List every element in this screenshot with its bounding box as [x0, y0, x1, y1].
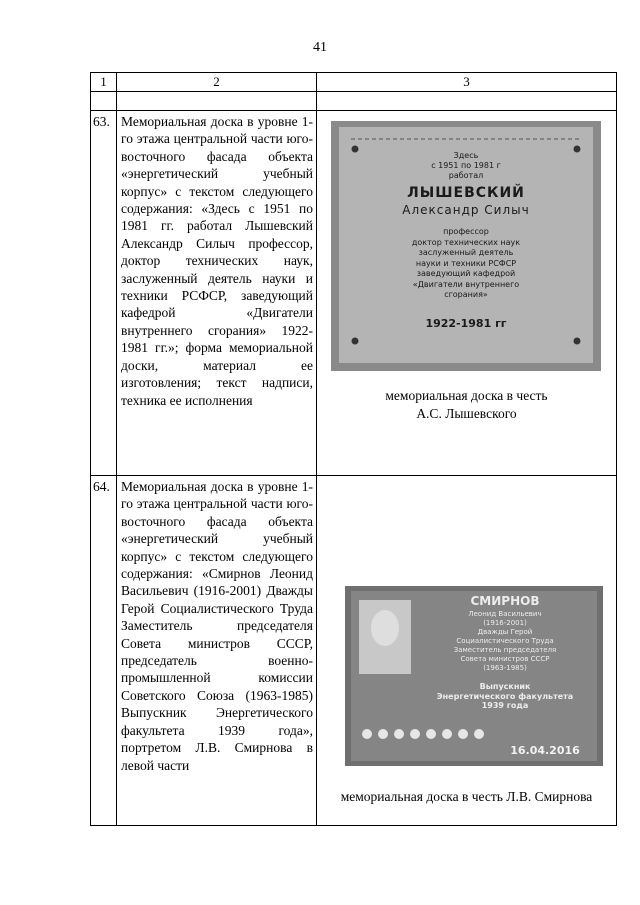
plaque-footer: Энергетического факультета [436, 691, 574, 701]
plaque-photo-lyshevsky [331, 121, 601, 371]
plaque-line: заслуженный деятель [418, 248, 514, 257]
plaque-surname: СМИРНОВ [470, 594, 540, 608]
row-image-cell [317, 111, 617, 476]
plaque-line: Здесь [453, 151, 479, 160]
table-header-row [91, 73, 617, 92]
header-col-3: 3 [317, 73, 617, 92]
plaque-line: (1963-1985) [483, 664, 527, 672]
plaque-line: Социалистического Труда [456, 637, 554, 645]
plaque-line: профессор [443, 227, 489, 236]
plaque-line: работал [448, 171, 484, 180]
plaque-date: 16.04.2016 [510, 744, 580, 757]
plaque-line: Заместитель председателя [453, 646, 557, 654]
table-row [91, 476, 617, 826]
row-image-cell [317, 476, 617, 826]
header-col-2: 2 [117, 73, 317, 92]
plaque-line: «Двигатели внутреннего [412, 279, 520, 289]
plaque-surname: ЛЫШЕВСКИЙ [407, 185, 525, 201]
row-description: Мемориальная доска в уровне 1-го этажа центральной части юго-восточного фасада объекта «энергетический учебный корпус» с текстом следующего содержания: «Смирнов Леонид Васильевич (1916-2001) Дважды Герой Социалистического Труда Заместитель председателя Совета министров СССР, председатель военно-промышленной комиссии Советского Союза (1963-1985) Выпускник Энергетического факультета 1939 года», портретом Л.В. Смирнова в левой части [117, 476, 317, 826]
registry-table [90, 72, 617, 826]
header-col-1: 1 [91, 73, 117, 92]
plaque-footer: 1939 года [481, 701, 529, 710]
plaque-line: Леонид Васильевич [468, 610, 542, 618]
plaque-footer: Выпускник [479, 682, 531, 691]
plaque-line: сгорания» [444, 290, 488, 299]
table-row [91, 111, 617, 476]
page-number: 41 [313, 40, 327, 55]
row-number: 64. [91, 476, 117, 826]
plaque-line: с 1951 по 1981 г [431, 161, 501, 170]
image-caption: мемориальная доска в честь [385, 388, 548, 403]
plaque-line: (1916-2001) [483, 619, 527, 627]
plaque-line: науки и техники РСФСР [415, 258, 517, 268]
plaque-line: Дважды Герой [477, 628, 533, 636]
image-caption: мемориальная доска в честь Л.В. Смирнова [340, 789, 593, 804]
table-blank-row [91, 92, 617, 111]
plaque-line: заведующий кафедрой [416, 269, 516, 278]
image-caption: А.С. Лышевского [416, 406, 517, 421]
plaque-years: 1922-1981 гг [425, 317, 507, 330]
plaque-photo-smirnov [345, 586, 603, 766]
plaque-line: Совета министров СССР [460, 655, 550, 663]
plaque-name: Александр Силыч [402, 203, 530, 217]
plaque-line: доктор технических наук [411, 237, 521, 247]
row-number: 63. [91, 111, 117, 476]
row-description: Мемориальная доска в уровне 1-го этажа центральной части юго-восточного фасада объекта «энергетический учебный корпус» с текстом следующего содержания: «Здесь с 1951 по 1981 гг. работал Лышевский Александр Силыч профессор, доктор технических наук, заслуженный деятель науки и техники РСФСР, заведующий кафедрой «Двигатели внутреннего сгорания» 1922-1981 гг.»; форма мемориальной доски, материал ее изготовления; текст надписи, техника ее исполнения [117, 111, 317, 476]
